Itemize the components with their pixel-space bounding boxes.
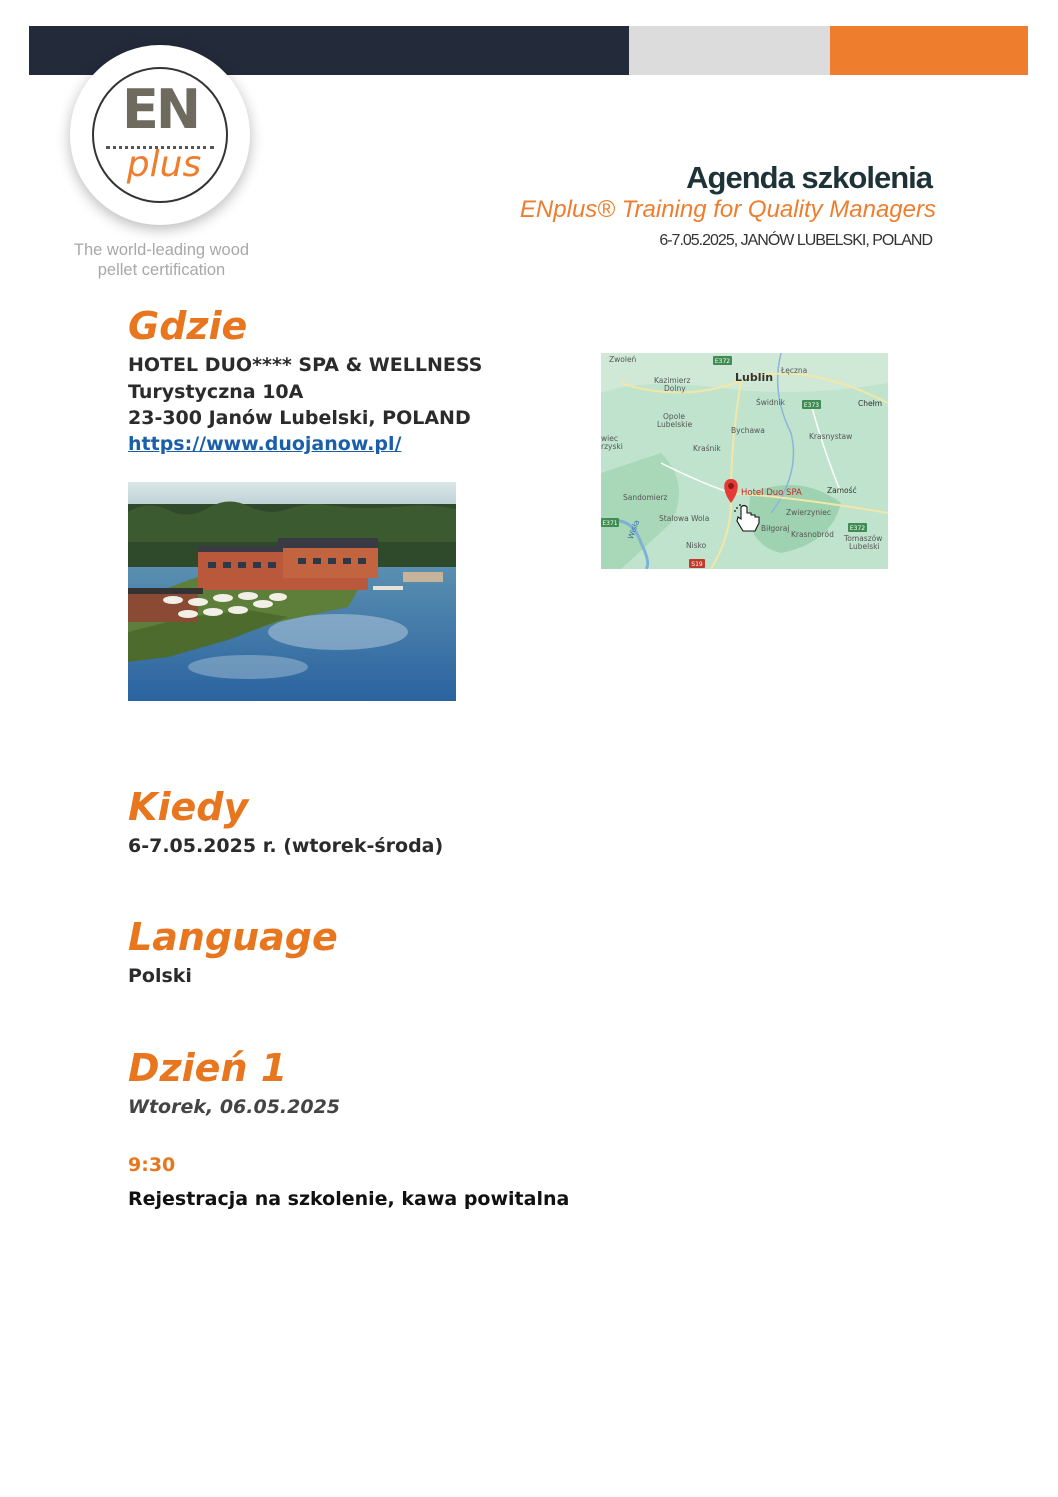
road-shield-e372-a xyxy=(713,356,732,365)
map-label-rzyski: rzyski xyxy=(601,442,623,451)
tagline-line-1: The world-leading wood xyxy=(73,241,250,259)
svg-text:E372: E372 xyxy=(849,525,866,532)
road-shield-e373 xyxy=(802,400,821,409)
logo-plus-text: plus xyxy=(126,144,202,185)
svg-text:E372: E372 xyxy=(714,358,731,365)
map-label-tomaszow-1: Tomaszów xyxy=(844,534,883,543)
map-label-lublin: Lublin xyxy=(735,371,774,384)
logo-en-text: EN xyxy=(121,78,199,141)
road-shield-e372-b xyxy=(848,523,867,532)
map-label-nisko: Nisko xyxy=(686,541,707,550)
road-shield-e371 xyxy=(601,518,619,527)
map-label-opole-1: Opole xyxy=(663,412,685,421)
map-label-opole-2: Lubelskie xyxy=(657,420,693,429)
language-heading: Language xyxy=(128,915,338,959)
tagline-line-2: pellet certification xyxy=(97,261,226,279)
map-label-leczna: Łęczna xyxy=(781,366,808,375)
when-heading: Kiedy xyxy=(128,785,249,829)
page-subtitle: ENplus® Training for Quality Managers xyxy=(519,196,936,223)
map-label-kazimierz-1: Kazimierz xyxy=(654,376,691,385)
location-map[interactable] xyxy=(601,353,888,569)
hotel-city: 23-300 Janów Lubelski, POLAND xyxy=(128,407,471,429)
logo-tagline xyxy=(54,240,269,280)
map-pin-label: Hotel Duo SPA xyxy=(741,488,802,498)
map-label-stalowa-wola: Stalowa Wola xyxy=(659,514,710,523)
map-label-zwierzyniec: Zwierzyniec xyxy=(786,508,832,517)
when-text: 6-7.05.2025 r. (wtorek-środa) xyxy=(128,835,444,857)
hotel-photo xyxy=(128,482,456,701)
map-label-kazimierz-2: Dolny xyxy=(664,384,686,393)
svg-text:E373: E373 xyxy=(803,402,820,409)
enplus-logo xyxy=(70,45,250,225)
map-label-krasnystaw: Krasnystaw xyxy=(809,432,853,441)
hotel-street: Turystyczna 10A xyxy=(128,381,304,403)
map-label-wisla: Wisła xyxy=(625,518,642,541)
map-label-bychawa: Bychawa xyxy=(731,426,765,435)
hotel-name: HOTEL DUO**** SPA & WELLNESS xyxy=(128,354,483,376)
where-heading: Gdzie xyxy=(128,304,248,348)
day1-heading: Dzień 1 xyxy=(128,1046,288,1090)
agenda-item-time: 9:30 xyxy=(128,1154,176,1176)
day1-date: Wtorek, 06.05.2025 xyxy=(128,1096,341,1118)
map-label-swidnik: Świdnik xyxy=(756,398,785,407)
road-shield-s19 xyxy=(689,559,705,568)
map-label-tomaszow-2: Lubelski xyxy=(849,542,880,551)
map-label-krasnobrod: Krasnobród xyxy=(791,530,834,539)
date-place: 6-7.05.2025, JANÓW LUBELSKI, POLAND xyxy=(659,232,932,249)
header-band-grey xyxy=(629,26,830,75)
svg-text:E371: E371 xyxy=(602,520,618,527)
map-label-wiec: wiec xyxy=(601,434,618,443)
language-text: Polski xyxy=(128,965,192,987)
map-label-krasnik: Kraśnik xyxy=(693,444,721,453)
map-label-bilgoraj: Biłgoraj xyxy=(761,524,790,533)
agenda-item-text: Rejestracja na szkolenie, kawa powitalna xyxy=(128,1188,570,1210)
header-band-orange xyxy=(830,26,1028,75)
page-title: Agenda szkolenia xyxy=(686,160,932,195)
map-label-sandomierz: Sandomierz xyxy=(623,493,668,502)
map-label-zamosc: Zamość xyxy=(827,486,857,495)
map-label-zwolen: Zwoleń xyxy=(609,355,637,364)
map-label-chelm: Chełm xyxy=(858,399,883,408)
svg-text:S19: S19 xyxy=(691,561,703,568)
hotel-website-link[interactable]: https://www.duojanow.pl/ xyxy=(128,433,402,455)
